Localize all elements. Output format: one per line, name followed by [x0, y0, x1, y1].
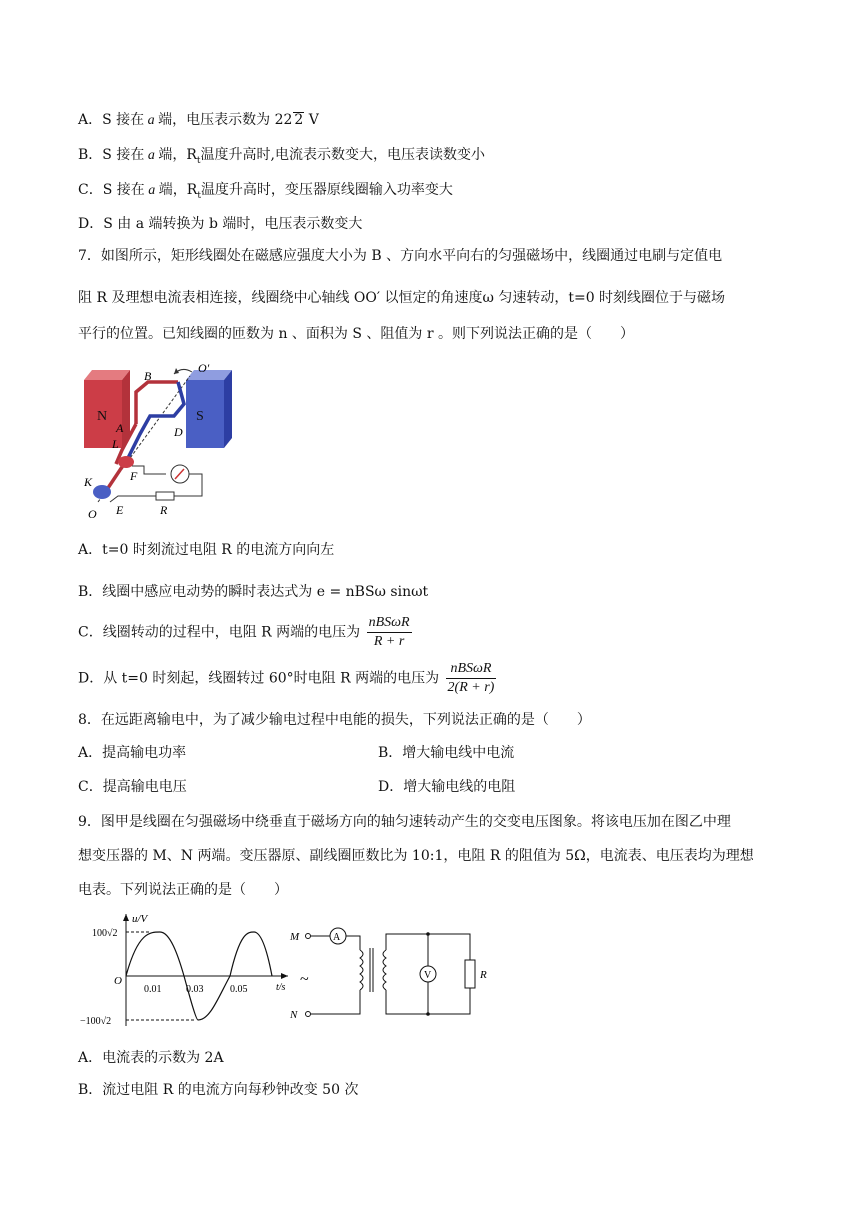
svg-text:R: R — [480, 969, 487, 981]
q9-stem-line3: 电表。下列说法正确的是（ ） — [78, 882, 288, 898]
svg-text:L: L — [112, 437, 119, 451]
svg-text:u/V: u/V — [132, 913, 148, 925]
svg-text:O: O — [88, 507, 97, 521]
label-n: N — [97, 409, 108, 424]
q6-option-c: C．S 接在 a 端，$R_t$温度升高时，变压器原线圈输入功率变大 — [78, 182, 453, 201]
svg-text:O: O — [114, 975, 122, 987]
svg-text:E: E — [116, 503, 124, 517]
q6-option-a: A．S 接在 a 端，电压表示数为 22 2 V — [78, 112, 319, 128]
svg-text:0.01: 0.01 — [144, 984, 162, 995]
q7-option-a: A．t=0 时刻流过电阻 R 的电流方向向左 — [78, 542, 335, 558]
q7-option-b: B．线圈中感应电动势的瞬时表达式为 e = nBSω sinωt — [78, 584, 429, 600]
q9-option-a: A．电流表的示数为 2A — [78, 1050, 224, 1066]
q6-option-d: D．S 由 a 端转换为 b 端时，电压表示数变大 — [78, 216, 363, 232]
svg-text:~: ~ — [300, 971, 309, 988]
svg-text:D: D — [174, 425, 183, 439]
q9-option-b: B．流过电阻 R 的电流方向每秒钟改变 50 次 — [78, 1082, 359, 1098]
q9-figure — [78, 910, 498, 1030]
svg-text:N: N — [290, 1009, 298, 1021]
svg-text:O′: O′ — [198, 362, 210, 375]
svg-text:B: B — [144, 369, 152, 383]
svg-text:−100√2: −100√2 — [80, 1016, 112, 1027]
svg-text:F: F — [130, 469, 138, 483]
svg-text:K: K — [84, 475, 93, 489]
svg-text:A: A — [116, 421, 124, 435]
svg-text:100√2: 100√2 — [92, 928, 118, 939]
q7-generator-figure — [78, 362, 258, 522]
q7-stem-line1: 7．如图所示，矩形线圈处在磁感应强度大小为 B 、方向水平向右的匀强磁场中，线圈通过电刷与定值电 — [78, 248, 723, 264]
svg-text:0.03: 0.03 — [186, 984, 204, 995]
svg-text:M: M — [290, 931, 300, 943]
q8-stem: 8．在远距离输电中，为了减少输电过程中电能的损失，下列说法正确的是（ ） — [78, 712, 591, 728]
label-s: S — [196, 409, 204, 424]
q7-stem-line2: 阻 R 及理想电流表相连接，线圈绕中心轴线 OO′ 以恒定的角速度ω 匀速转动，t=0 时刻线圈位于与磁场 — [78, 290, 726, 306]
q7-option-d: D．从 t=0 时刻起，线圈转过 60°时电阻 R 两端的电压为 $\frac{\text{nBSωR}}{2(R + r)}$ — [78, 661, 495, 695]
q8-option-d: D．增大输电线的电阻 — [378, 779, 516, 795]
q8-option-c: C．提高输电电压 — [78, 779, 187, 795]
q9-stem-line2: 想变压器的 M、N 两端。变压器原、副线圈匝数比为 10:1，电阻 R 的阻值为 5Ω，电流表、电压表均为理想 — [78, 848, 754, 864]
svg-text:R: R — [160, 503, 168, 517]
svg-text:t/s: t/s — [276, 982, 286, 993]
q8-option-a: A．提高输电功率 — [78, 745, 187, 761]
svg-text:0.05: 0.05 — [230, 984, 248, 995]
q7-option-c: C．线圈转动的过程中，电阻 R 两端的电压为 $\frac{\text{nBSωR}}{R + r}$ — [78, 615, 410, 649]
q9-stem-line1: 9．图甲是线圈在匀强磁场中绕垂直于磁场方向的轴匀速转动产生的交变电压图象。将该电压加在图乙中理 — [78, 814, 731, 830]
svg-text:V: V — [424, 970, 432, 981]
q7-stem-line3: 平行的位置。已知线圈的匝数为 n 、面积为 S 、阻值为 r 。则下列说法正确的是（ ） — [78, 326, 634, 342]
q8-option-b: B．增大输电线中电流 — [378, 745, 515, 761]
q6-option-b: B．S 接在 a 端，$R_t$温度升高时,电流表示数变大，电压表读数变小 — [78, 147, 485, 166]
svg-text:A: A — [333, 932, 341, 943]
